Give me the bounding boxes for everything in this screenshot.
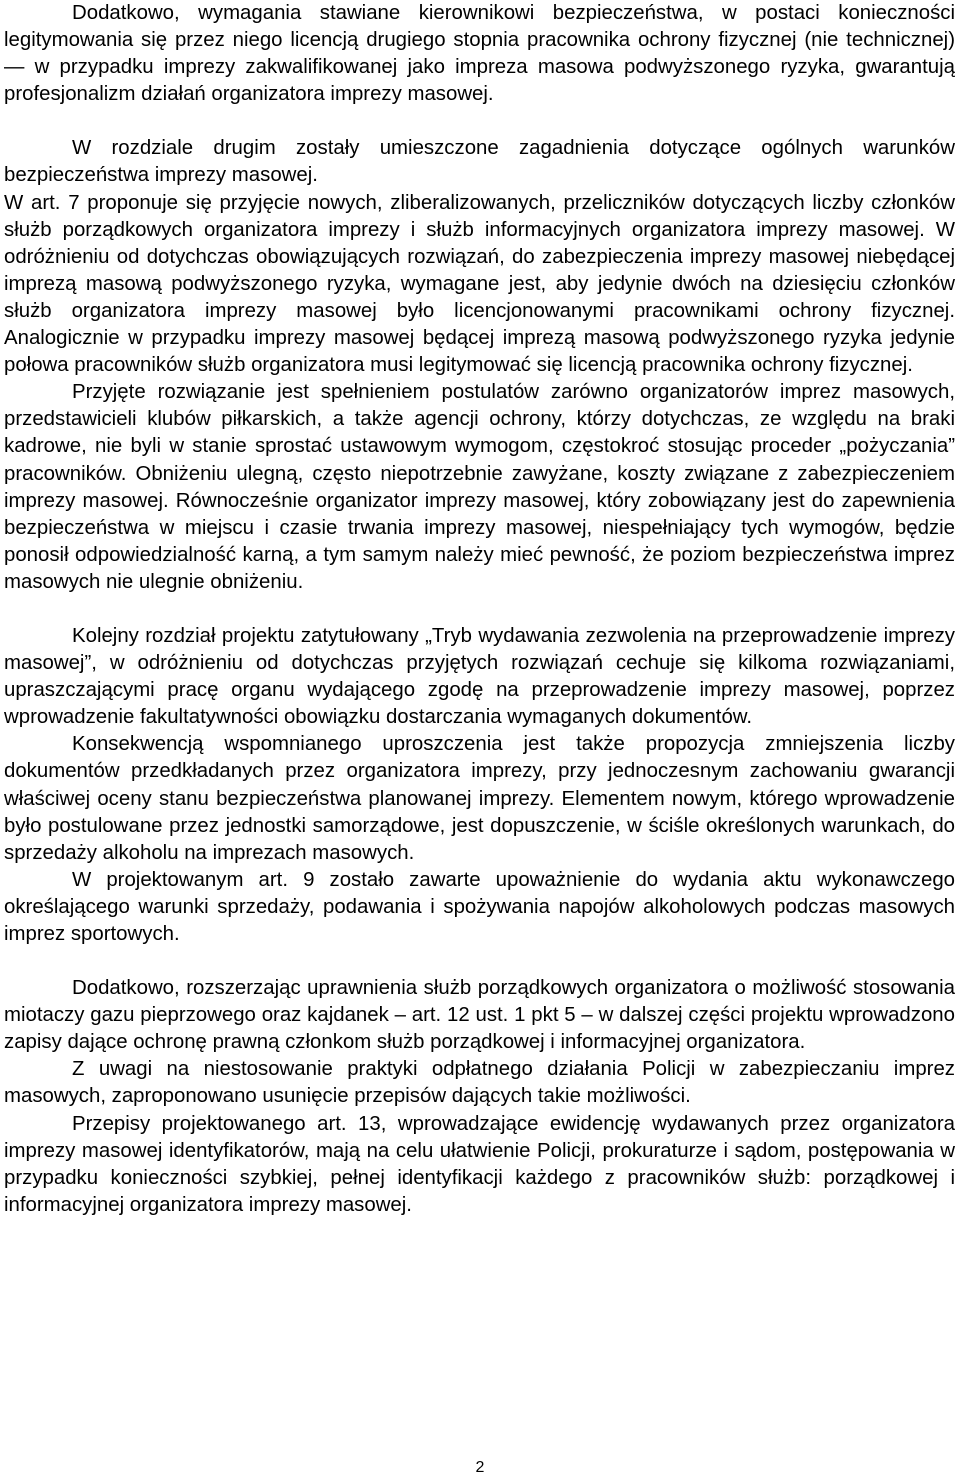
document-page [4,0,955,1219]
paragraph-security-manager-license: Dodatkowo, wymagania stawiane kierownikowi bezpieczeństwa, w postaci konieczności legitymowania się przez niego licencją drugiego stopnia pracownika ochrony fizycznej (nie technicznej) — w przypadku imprezy zakwalifikowanej jako impreza masowa podwyższonego ryzyka, gwarantują profesjonalizm działań organizatora imprezy masowej. [4,2,955,106]
paragraph-article-9: W projektowanym art. 9 zostało zawarte upoważnienie do wydania aktu wykonawczego określającego warunki sprzedaży, podawania i spożywania napojów alkoholowych podczas masowych imprez sportowych. [4,868,955,945]
paragraph-next-chapter: Kolejny rozdział projektu zatytułowany „Tryb wydawania zezwolenia na przeprowadzenie imprezy masowej”, w odróżnieniu od dotychczas przyjętych rozwiązań cechuje się kilkoma rozwiązaniami, upraszczającymi pracę organu wydającego zgodę na przeprowadzenie imprezy masowej, poprzez wprowadzenie fakultatywności obowiązku dostarczania wymaganych dokumentów. [4,624,955,729]
paragraph-article-7: W art. 7 proponuje się przyjęcie nowych, zliberalizowanych, przeliczników dotyczących liczby członków służb porządkowych organizatora imprezy i służb informacyjnych organizatora imprezy masowej. W odróżnieniu od dotychczas obowiązujących rozwiązań, do zabezpieczenia imprezy masowej niebędącej imprezą masową podwyższonego ryzyka, wymagane jest, aby jedynie dwóch na dziesięciu członków służb organizatora imprezy masowej było licencjonowanymi pracownikami ochrony fizycznej. Analogicznie w przypadku imprezy masowej będącej imprezą masową podwyższonego ryzyka jedynie połowa pracowników służb organizatora musi legitymować się licencją pracownika ochrony fizycznej. [4,191,955,377]
paragraph-chapter-two-intro: W rozdziale drugim zostały umieszczone zagadnienia dotyczące ogólnych warunków bezpieczeństwa imprezy masowej. [4,137,955,187]
paragraph-extended-powers: Dodatkowo, rozszerzając uprawnienia służb porządkowych organizatora o możliwość stosowania miotaczy gazu pieprzowego oraz kajdanek – art. 12 ust. 1 pkt 5 – w dalszej części projektu wprowadzono zapisy dające ochronę prawną członkom służb porządkowej i informacyjnej organizatora. [4,977,955,1054]
paragraph-spacer [4,108,955,135]
page-number: 2 [475,1459,485,1476]
paragraph-spacer [4,948,955,975]
paragraph-spacer [4,596,955,623]
paragraph-police-paid-action: Z uwagi na niestosowanie praktyki odpłatnego działania Policji w zabezpieczaniu imprez masowych, zaproponowano usunięcie przepisów dających takie możliwości. [4,1058,955,1108]
paragraph-article-13: Przepisy projektowanego art. 13, wprowadzające ewidencję wydawanych przez organizatora imprezy masowej identyfikatorów, mają na celu ułatwienie Policji, prokuraturze i sądom, postępowania w przypadku konieczności szybkiej, pełnej identyfikacji każdego z pracowników służb: porządkowej i informacyjnej organizatora imprezy masowej. [4,1112,955,1216]
paragraph-adopted-solution: Przyjęte rozwiązanie jest spełnieniem postulatów zarówno organizatorów imprez masowych, przedstawicieli klubów piłkarskich, a także agencji ochrony, którzy dotychczas, ze względu na braki kadrowe, nie byli w stanie sprostać ustawowym wymogom, częstokroć stosując proceder „pożyczania” pracowników. Obniżeniu ulegną, często niepotrzebnie zawyżane, koszty związane z zabezpieczeniem imprezy masowej. Równocześnie organizator imprezy masowej, który zobowiązany jest do zapewnienia bezpieczeństwa w miejscu i czasie trwania imprezy masowej, niespełniający tych wymogów, będzie ponosił odpowiedzialność karną, a tym samym należy mieć pewność, że poziom bezpieczeństwa imprez masowych nie ulegnie obniżeniu. [4,381,955,593]
paragraph-simplification-consequence: Konsekwencją wspomnianego uproszczenia jest także propozycja zmniejszenia liczby dokumentów przedkładanych przez organizatora imprezy, przy jednoczesnym zachowaniu gwarancji właściwej oceny stanu bezpieczeństwa planowanej imprezy. Elementem nowym, którego wprowadzenie było postulowane przez jednostki samorządowe, jest dopuszczenie, w ściśle określonych warunkach, do sprzedaży alkoholu na imprezach masowych. [4,733,955,864]
